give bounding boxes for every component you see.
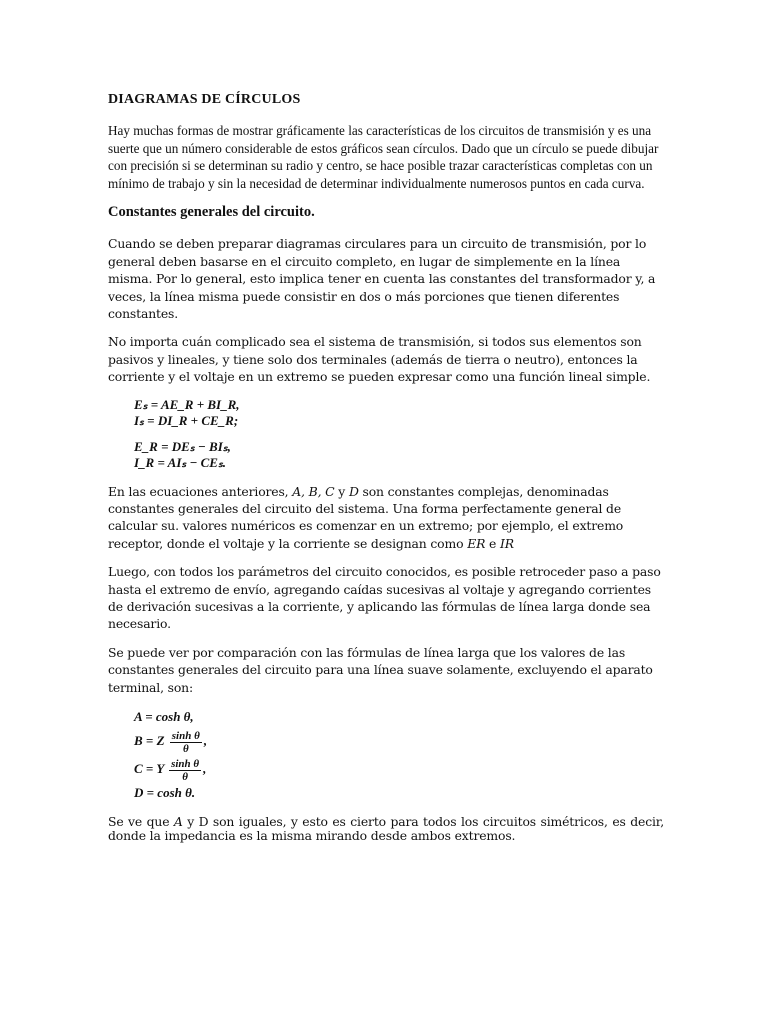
intro-paragraph: Hay muchas formas de mostrar gráficamente las características de los circuitos de transmisión y es una suerte que un número considerable de estos gráficos sean círculos. Dado que un círculo se puede dibujar con precisión si se determinan su radio y centro, se hace posible trazar características completas con un mínimo de trabajo y sin la necesidad de determinar individualmente numerosos puntos en cada curva. xyxy=(108,123,659,191)
equation-ir: I_R = AIₛ − CEₛ. xyxy=(134,454,227,470)
paragraph-1: Cuando se deben preparar diagramas circulares para un circuito de transmisión, por lo general deben basarse en el circuito completo, en lugar de simplemente en la línea misma. Por lo general, esto implica tener en cuenta las constantes del transformador y, a veces, la línea misma puede consistir en dos o más porciones que tienen diferentes constantes. xyxy=(108,236,656,321)
equation-b xyxy=(134,727,664,755)
paragraph-3 xyxy=(108,483,664,553)
p3-text-e: e xyxy=(485,535,501,551)
eq-b-tail: , xyxy=(203,733,208,749)
section-heading: Constantes generales del circuito. xyxy=(108,204,315,221)
eq-c-numerator: sinh θ xyxy=(171,757,200,770)
equation-group-2 xyxy=(134,707,664,803)
eq-c-denominator: θ xyxy=(182,770,188,783)
eq-b-fraction xyxy=(170,730,202,755)
p6-text-a: Se ve que xyxy=(108,814,174,830)
p3-vars: A, B, C xyxy=(292,483,335,499)
p3-text-b: son constantes complejas, denominadas constantes generales del circuito del sistema. Una forma perfectamente general de calcular su. valores numéricos es comenzar en un extremo; por ejemplo, el extremo receptor, donde el voltaje y la corriente se designan como xyxy=(108,483,624,551)
eq-b-denominator: θ xyxy=(182,742,189,755)
paragraph-2: No importa cuán complicado sea el sistema de transmisión, si todos sus elementos son pasivos y lineales, y tiene solo dos terminales (además de tierra o neutro), entonces la corriente y el voltaje en un extremo se pueden expresar como una función lineal simple. xyxy=(108,334,651,385)
paragraph-5: Se puede ver por comparación con las fórmulas de línea larga que los valores de las constantes generales del circuito para una línea suave solamente, excluyendo el aparato terminal, son: xyxy=(108,644,653,695)
equation-es: Eₛ = AE_R + BI_R, xyxy=(134,396,240,412)
p3-var-d: D xyxy=(348,483,359,499)
paragraph-6 xyxy=(108,815,664,843)
equation-group-1 xyxy=(134,397,664,471)
equation-c xyxy=(134,755,664,783)
eq-c-left: C = Y xyxy=(134,761,164,777)
eq-c-fraction xyxy=(169,758,201,783)
document-title: DIAGRAMAS DE CÍRCULOS xyxy=(108,92,301,107)
equation-er: E_R = DEₛ − BIₛ, xyxy=(134,438,231,454)
p3-var-er: ER xyxy=(467,535,486,551)
eq-b-numerator: sinh θ xyxy=(171,729,200,742)
equation-is: Iₛ = DI_R + CE_R; xyxy=(134,412,239,428)
p6-var-a: A xyxy=(173,814,183,830)
equation-a: A = cosh θ, xyxy=(134,709,194,725)
eq-b-left: B = Z xyxy=(134,733,165,749)
eq-c-tail: , xyxy=(203,761,207,777)
paragraph-4: Luego, con todos los parámetros del circuito conocidos, es posible retroceder paso a paso hasta el extremo de envío, agregando caídas sucesivas al voltaje y agregando corrientes de derivación sucesivas a la corriente, y aplicando las fórmulas de línea larga donde sea necesario. xyxy=(108,564,661,632)
p3-text-a: En las ecuaciones anteriores, xyxy=(108,483,293,499)
document-page xyxy=(108,92,664,854)
equation-d: D = cosh θ. xyxy=(134,785,196,801)
p3-text-y: y xyxy=(334,483,349,499)
p6-text-b: y D son iguales, y esto es cierto para todos los circuitos simétricos, es decir, donde la impedancia es la misma mirando desde ambos extremos. xyxy=(108,814,664,843)
p3-var-ir: IR xyxy=(500,535,514,551)
